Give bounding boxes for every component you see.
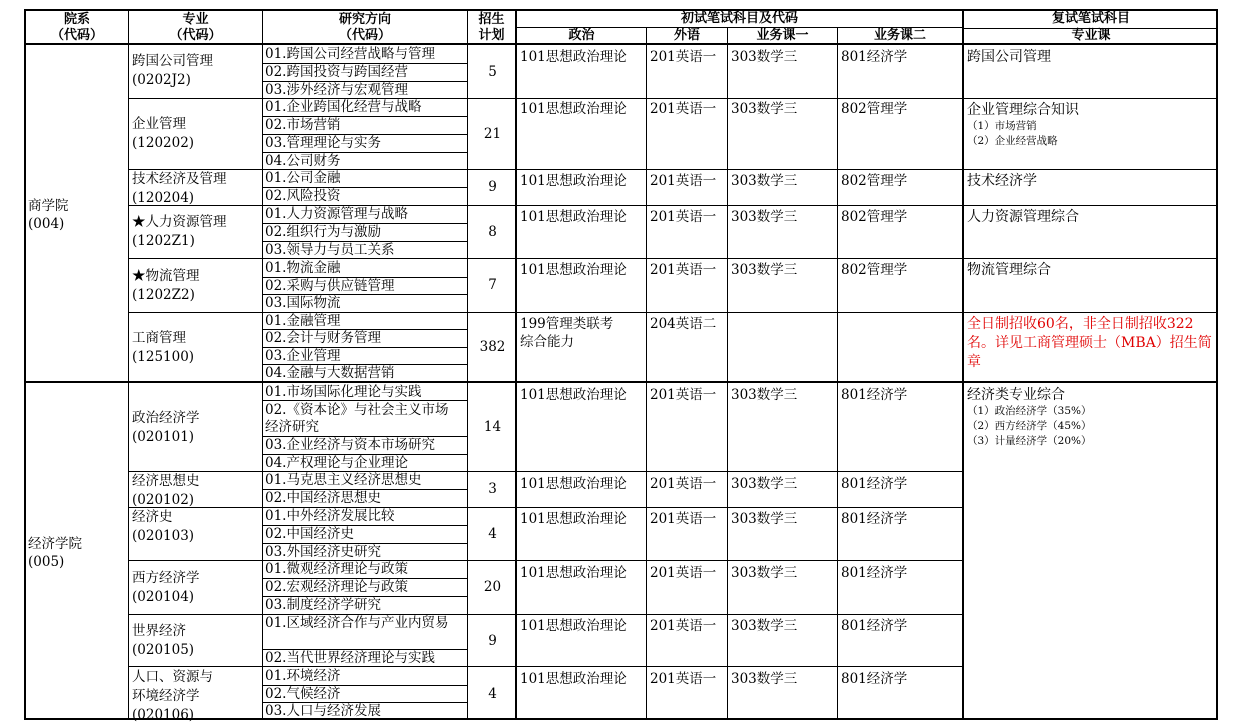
retest-subject: 技术经济学	[967, 173, 1037, 189]
retest-subject: 跨国公司管理	[967, 49, 1051, 65]
course2-subject: 802管理学	[841, 262, 908, 278]
course1-subject: 303数学三	[731, 476, 798, 492]
major-name: 西方经济学 (020104)	[132, 570, 200, 605]
course1-subject: 303数学三	[731, 671, 798, 687]
direction-item: 01.物流金融	[265, 260, 341, 276]
major-name: 经济思想史 (020102)	[132, 473, 200, 508]
header-course2: 业务课二	[873, 28, 926, 43]
course1-subject: 303数学三	[731, 511, 798, 527]
direction-item: 04.产权理论与企业理论	[265, 455, 408, 471]
foreign-subject: 201英语一	[650, 262, 717, 278]
quota-value: 9	[488, 179, 497, 195]
politics-subject: 101思想政治理论	[520, 511, 627, 527]
course1-subject: 303数学三	[731, 262, 798, 278]
foreign-subject: 201英语一	[650, 511, 717, 527]
major-name: 企业管理 (120202)	[132, 116, 195, 151]
header-politics: 政治	[568, 28, 595, 43]
major-name: 政治经济学 (020101)	[132, 410, 200, 445]
direction-item: 03.企业管理	[265, 348, 341, 364]
major-name: ★人力资源管理 (1202Z1)	[132, 214, 227, 249]
quota-value: 4	[488, 526, 497, 542]
major-name: 世界经济 (020105)	[132, 623, 195, 658]
quota-value: 3	[488, 481, 497, 497]
direction-item: 01.中外经济发展比较	[265, 508, 395, 524]
course1-subject: 303数学三	[731, 209, 798, 225]
politics-subject: 101思想政治理论	[520, 565, 627, 581]
quota-value: 9	[488, 633, 497, 649]
course2-subject: 801经济学	[841, 49, 908, 65]
course1-subject: 303数学三	[731, 565, 798, 581]
foreign-subject: 201英语一	[650, 173, 717, 189]
direction-item: 01.企业跨国化经营与战略	[265, 99, 422, 115]
direction-item: 01.人力资源管理与战略	[265, 206, 408, 222]
direction-item: 01.金融管理	[265, 313, 341, 329]
direction-item: 03.国际物流	[265, 295, 341, 311]
major-name: 人口、资源与 环境经济学 (020106)	[132, 669, 213, 723]
direction-item: 03.涉外经济与宏观管理	[265, 82, 408, 98]
header-specialty: 专业课	[1071, 28, 1111, 43]
quota-value: 7	[488, 277, 497, 293]
direction-item: 02.跨国投资与跨国经营	[265, 64, 408, 80]
quota-value: 4	[488, 686, 497, 702]
direction-item: 04.公司财务	[265, 153, 341, 169]
politics-subject: 101思想政治理论	[520, 387, 627, 403]
foreign-subject: 201英语一	[650, 671, 717, 687]
header-quota: 招生 计划	[478, 12, 505, 43]
course2-subject: 801经济学	[841, 618, 908, 634]
course2-subject: 801经济学	[841, 565, 908, 581]
course1-subject: 303数学三	[731, 173, 798, 189]
direction-item: 03.外国经济史研究	[265, 544, 381, 560]
direction-item: 02.组织行为与激励	[265, 224, 381, 240]
direction-item: 03.领导力与员工关系	[265, 242, 395, 258]
course2-subject: 802管理学	[841, 101, 908, 117]
direction-item: 02.采购与供应链管理	[265, 278, 395, 294]
retest-subject: 经济类专业综合 （1）政治经济学（35%） （2）西方经济学（45%） （3）计量经济学（20%）	[967, 387, 1092, 447]
row-line	[26, 381, 1218, 383]
direction-item: 01.跨国公司经营战略与管理	[265, 46, 435, 62]
politics-subject: 101思想政治理论	[520, 618, 627, 634]
header-direction: 研究方向 （代码）	[338, 12, 391, 43]
header-foreign: 外语	[673, 28, 700, 43]
major-name: 工商管理 (125100)	[132, 330, 195, 365]
course2-subject: 801经济学	[841, 387, 908, 403]
header-dept: 院系 （代码）	[50, 12, 103, 43]
politics-subject: 101思想政治理论	[520, 262, 627, 278]
direction-item: 03.管理理论与实务	[265, 135, 381, 151]
course1-subject: 303数学三	[731, 49, 798, 65]
politics-subject: 101思想政治理论	[520, 101, 627, 117]
direction-item: 01.马克思主义经济思想史	[265, 472, 422, 488]
quota-value: 382	[479, 339, 506, 355]
foreign-subject: 201英语一	[650, 476, 717, 492]
col-line	[646, 28, 647, 720]
col-line	[727, 28, 728, 720]
politics-subject: 101思想政治理论	[520, 49, 627, 65]
politics-subject: 101思想政治理论	[520, 173, 627, 189]
foreign-subject: 201英语一	[650, 209, 717, 225]
course2-subject: 802管理学	[841, 173, 908, 189]
direction-item: 02.市场营销	[265, 117, 341, 133]
direction-item: 03.人口与经济发展	[265, 703, 381, 719]
major-name: 跨国公司管理 (0202J2)	[132, 53, 213, 88]
foreign-subject: 201英语一	[650, 387, 717, 403]
header-course1: 业务课一	[756, 28, 809, 43]
department-business: 商学院 (004)	[28, 198, 69, 232]
foreign-subject: 201英语一	[650, 49, 717, 65]
direction-item: 03.企业经济与资本市场研究	[265, 437, 435, 453]
direction-item: 02.风险投资	[265, 188, 341, 204]
foreign-subject: 201英语一	[650, 565, 717, 581]
direction-item: 02.宏观经济理论与政策	[265, 579, 408, 595]
row-line	[129, 614, 963, 615]
direction-item: 01.市场国际化理论与实践	[265, 384, 422, 400]
row-line	[129, 560, 963, 561]
department-economics: 经济学院 (005)	[28, 536, 82, 570]
quota-value: 14	[483, 419, 502, 435]
direction-item: 03.制度经济学研究	[265, 597, 381, 613]
header-retest: 复试笔试科目	[1051, 11, 1130, 26]
direction-item: 02.气候经济	[265, 686, 341, 702]
quota-value: 20	[483, 579, 502, 595]
politics-subject: 101思想政治理论	[520, 476, 627, 492]
col-line	[837, 28, 838, 720]
direction-item: 02.《资本论》与社会主义市场经济研究	[265, 402, 449, 435]
mba-enrollment-note: 全日制招收60名，非全日制招收322名。详见工商管理硕士（MBA）招生简章	[967, 316, 1212, 370]
direction-item: 02.中国经济史	[265, 526, 354, 542]
politics-subject: 101思想政治理论	[520, 671, 627, 687]
course2-subject: 801经济学	[841, 511, 908, 527]
foreign-subject: 204英语二	[650, 316, 717, 332]
direction-item: 02.中国经济思想史	[265, 490, 381, 506]
course1-subject: 303数学三	[731, 387, 798, 403]
foreign-subject: 201英语一	[650, 618, 717, 634]
course2-subject: 802管理学	[841, 209, 908, 225]
admissions-table	[24, 9, 1218, 723]
quota-value: 21	[483, 126, 502, 142]
major-name: ★物流管理 (1202Z2)	[132, 268, 200, 303]
quota-value: 8	[488, 224, 497, 240]
retest-subject: 人力资源管理综合	[967, 209, 1079, 225]
direction-item: 01.公司金融	[265, 170, 341, 186]
header-initial-exam: 初试笔试科目及代码	[680, 11, 798, 26]
direction-item: 01.微观经济理论与政策	[265, 561, 408, 577]
row-line	[129, 666, 963, 667]
direction-item: 04.金融与大数据营销	[265, 365, 395, 381]
direction-item: 02.当代世界经济理论与实践	[265, 650, 435, 666]
course1-subject: 303数学三	[731, 101, 798, 117]
course2-subject: 801经济学	[841, 671, 908, 687]
retest-subject: 企业管理综合知识 （1）市场营销 （2）企业经营战略	[967, 102, 1079, 147]
foreign-subject: 201英语一	[650, 101, 717, 117]
politics-subject: 101思想政治理论	[520, 209, 627, 225]
course2-subject: 801经济学	[841, 476, 908, 492]
quota-value: 5	[488, 64, 497, 80]
major-name: 技术经济及管理 (120204)	[132, 171, 227, 206]
header-major: 专业 （代码）	[169, 12, 222, 43]
direction-item: 01.区域经济合作与产业内贸易	[265, 615, 449, 631]
politics-subject: 199管理类联考 综合能力	[520, 316, 614, 350]
direction-item: 01.环境经济	[265, 668, 341, 684]
retest-subject: 物流管理综合	[967, 262, 1051, 278]
direction-item: 02.会计与财务管理	[265, 330, 381, 346]
major-name: 经济史 (020103)	[132, 509, 195, 544]
course1-subject: 303数学三	[731, 618, 798, 634]
